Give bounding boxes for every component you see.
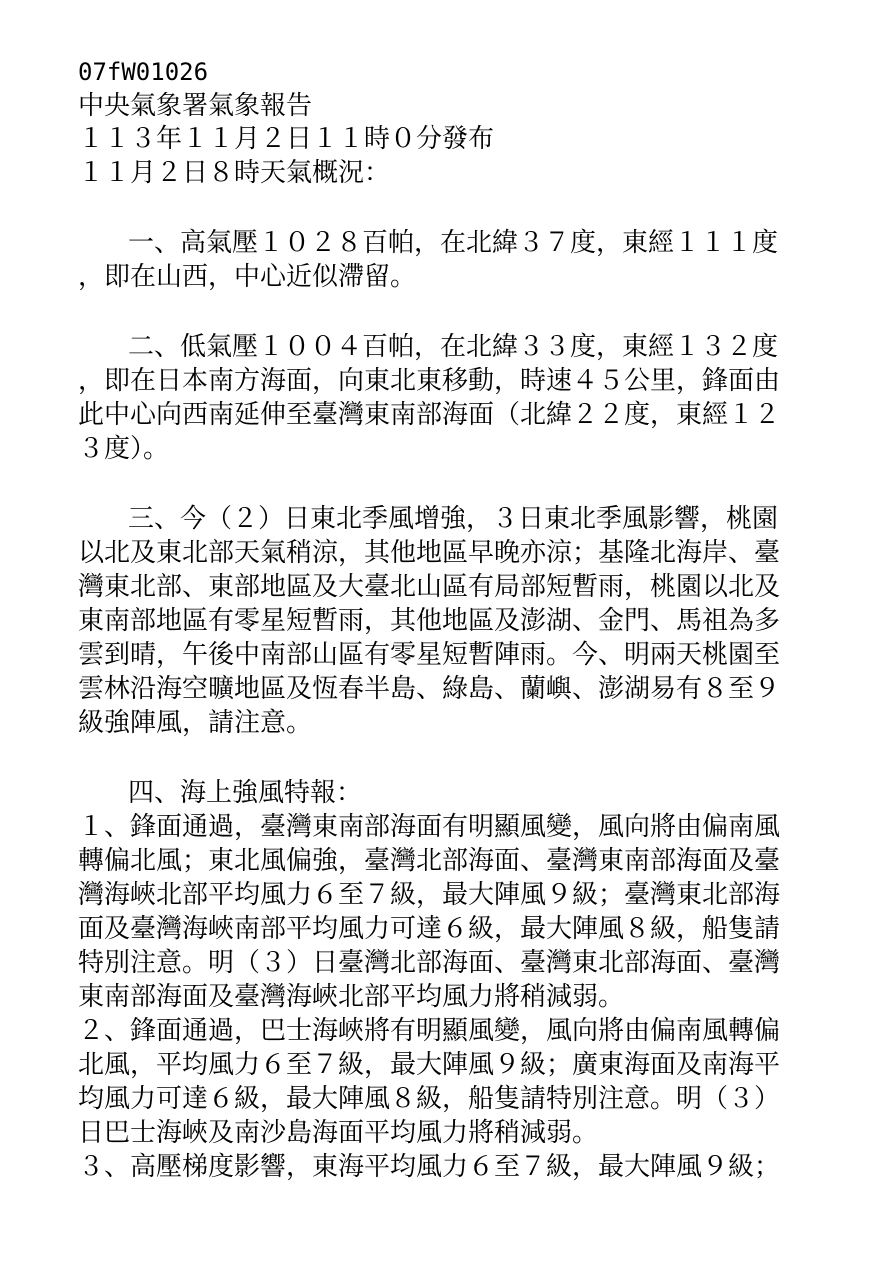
paragraph-3-line-1: 三、今（２）日東北季風增強，３日東北季風影響，桃園 (128, 504, 779, 534)
report-code: 07fW01026 (78, 58, 209, 86)
paragraph-4-line-6: 特別注意。明（３）日臺灣北部海面、臺灣東北部海面、臺灣 (78, 948, 781, 978)
report-title: 中央氣象署氣象報告 (78, 91, 313, 121)
paragraph-3-line-5: 雲到晴，午後中南部山區有零星短暫陣雨。今、明兩天桃園至 (78, 640, 781, 670)
paragraph-1-line-2: ，即在山西，中心近似滯留。 (78, 262, 417, 292)
paragraph-2-line-2: ，即在日本南方海面，向東北東移動，時速４５公里，鋒面由 (78, 366, 781, 396)
issue-time: １１３年１１月２日１１時０分發布 (78, 124, 495, 154)
paragraph-3-line-2: 以北及東北部天氣稍涼，其他地區早晚亦涼；基隆北海岸、臺 (78, 538, 781, 568)
paragraph-4-line-10: 均風力可達６級，最大陣風８級，船隻請特別注意。明（３） (78, 1084, 781, 1114)
paragraph-3-line-4: 東南部地區有零星短暫雨，其他地區及澎湖、金門、馬祖為多 (78, 606, 781, 636)
paragraph-3-line-6: 雲林沿海空曠地區及恆春半島、綠島、蘭嶼、澎湖易有８至９ (78, 674, 781, 704)
paragraph-3-line-7: 級強陣風，請注意。 (78, 708, 313, 738)
paragraph-4-line-3: 轉偏北風；東北風偏強，臺灣北部海面、臺灣東南部海面及臺 (78, 846, 781, 876)
paragraph-4-line-7: 東南部海面及臺灣海峽北部平均風力將稍減弱。 (78, 982, 625, 1012)
paragraph-4-line-5: 面及臺灣海峽南部平均風力可達６級，最大陣風８級，船隻請 (78, 914, 781, 944)
paragraph-4-line-12: ３、高壓梯度影響，東海平均風力６至７級，最大陣風９級； (78, 1152, 781, 1182)
paragraph-4-line-9: 北風，平均風力６至７級，最大陣風９級；廣東海面及南海平 (78, 1050, 781, 1080)
overview-heading: １１月２日８時天氣概況： (78, 158, 391, 188)
paragraph-4-line-4: 灣海峽北部平均風力６至７級，最大陣風９級；臺灣東北部海 (78, 880, 781, 910)
paragraph-4-line-11: 日巴士海峽及南沙島海面平均風力將稍減弱。 (78, 1118, 599, 1148)
paragraph-4-heading: 四、海上強風特報： (128, 778, 363, 808)
paragraph-2-line-4: ３度）。 (78, 434, 170, 464)
paragraph-3-line-3: 灣東北部、東部地區及大臺北山區有局部短暫雨，桃園以北及 (78, 572, 781, 602)
paragraph-4-line-2: １、鋒面通過，臺灣東南部海面有明顯風變，風向將由偏南風 (78, 812, 781, 842)
paragraph-2-line-1: 二、低氣壓１００４百帕，在北緯３３度，東經１３２度 (128, 332, 779, 362)
paragraph-1-line-1: 一、高氣壓１０２８百帕，在北緯３７度，東經１１１度 (128, 228, 779, 258)
paragraph-2-line-3: 此中心向西南延伸至臺灣東南部海面（北緯２２度，東經１２ (78, 400, 781, 430)
paragraph-4-line-8: ２、鋒面通過，巴士海峽將有明顯風變，風向將由偏南風轉偏 (78, 1016, 781, 1046)
